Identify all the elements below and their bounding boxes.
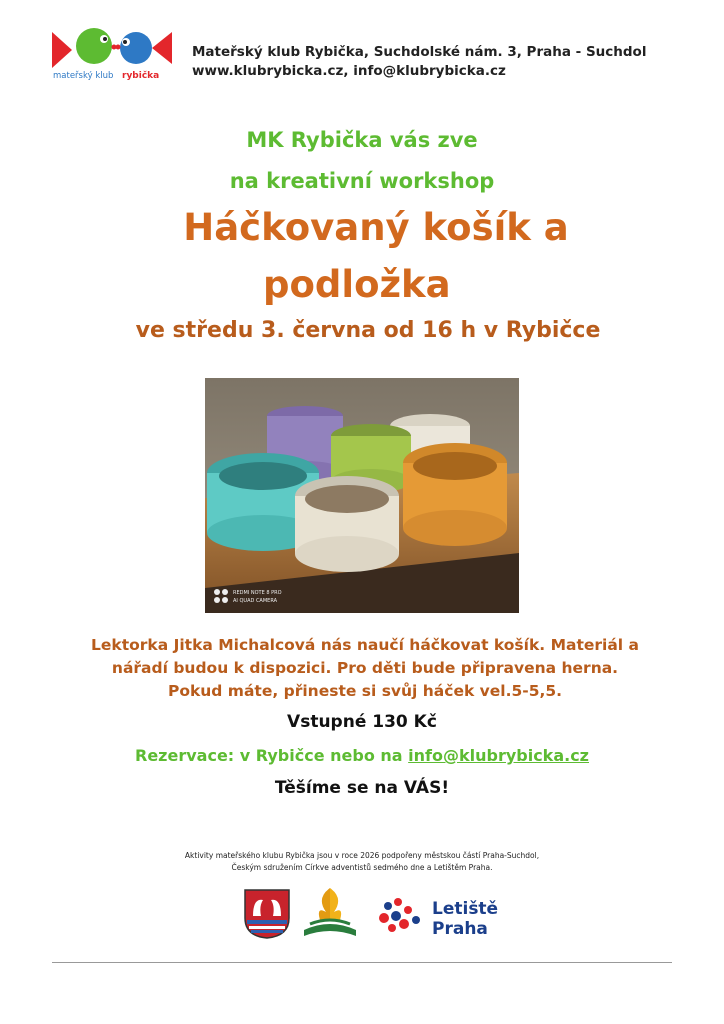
workshop-title-line-2: podložka xyxy=(263,263,451,306)
klub-rybicka-logo xyxy=(50,26,174,82)
workshop-date: ve středu 3. června od 16 h v Rybičce xyxy=(135,318,601,343)
photo-watermark-2: AI QUAD CAMERA xyxy=(233,598,278,604)
logo-text-right: rybička xyxy=(122,71,160,81)
photo-watermark-1: REDMI NOTE 8 PRO xyxy=(233,590,282,596)
footer-divider xyxy=(52,962,672,963)
adventist-church-logo-icon xyxy=(300,884,360,940)
closing-line: Těšíme se na VÁS! xyxy=(274,778,450,798)
praha-suchdol-crest-icon xyxy=(243,888,291,940)
reservation-prefix: Rezervace: v Rybičce nebo na xyxy=(135,746,409,765)
funding-line-1: Aktivity mateřského klubu Rybička jsou v roce 2026 podpořeny městskou částí Praha-Suchdol, xyxy=(184,851,540,860)
reservation-line xyxy=(0,746,724,765)
funding-note xyxy=(0,850,724,874)
workshop-description xyxy=(60,634,670,703)
invite-line-2: na kreativní workshop xyxy=(229,169,495,193)
funding-line-2: Českým sdružením Církve adventistů sedmého dne a Letištěm Praha. xyxy=(231,863,493,872)
description-line-3: Pokud máte, přineste si svůj háček vel.5-5,5. xyxy=(167,682,563,700)
club-address: Mateřský klub Rybička, Suchdolské nám. 3, Praha - Suchdol xyxy=(192,44,647,60)
description-line-2: nářadí budou k dispozici. Pro děti bude připravena herna. xyxy=(111,659,619,677)
letiste-praha-logo xyxy=(374,892,514,940)
reservation-email-link[interactable]: info@klubrybicka.cz xyxy=(408,746,589,765)
invite-line-1: MK Rybička vás zve xyxy=(246,128,478,152)
description-line-1: Lektorka Jitka Michalcová nás naučí háčkovat košík. Materiál a xyxy=(91,636,639,654)
workshop-title-line-1: Háčkovaný košík a xyxy=(183,206,569,249)
airport-name-line-1: Letiště xyxy=(432,899,499,919)
club-contacts: www.klubrybicka.cz, info@klubrybicka.cz xyxy=(192,63,506,79)
logo-text-left: mateřský klub xyxy=(53,71,114,81)
baskets-photo xyxy=(205,378,519,613)
airport-name-line-2: Praha xyxy=(432,919,488,939)
entry-fee: Vstupné 130 Kč xyxy=(287,712,437,732)
